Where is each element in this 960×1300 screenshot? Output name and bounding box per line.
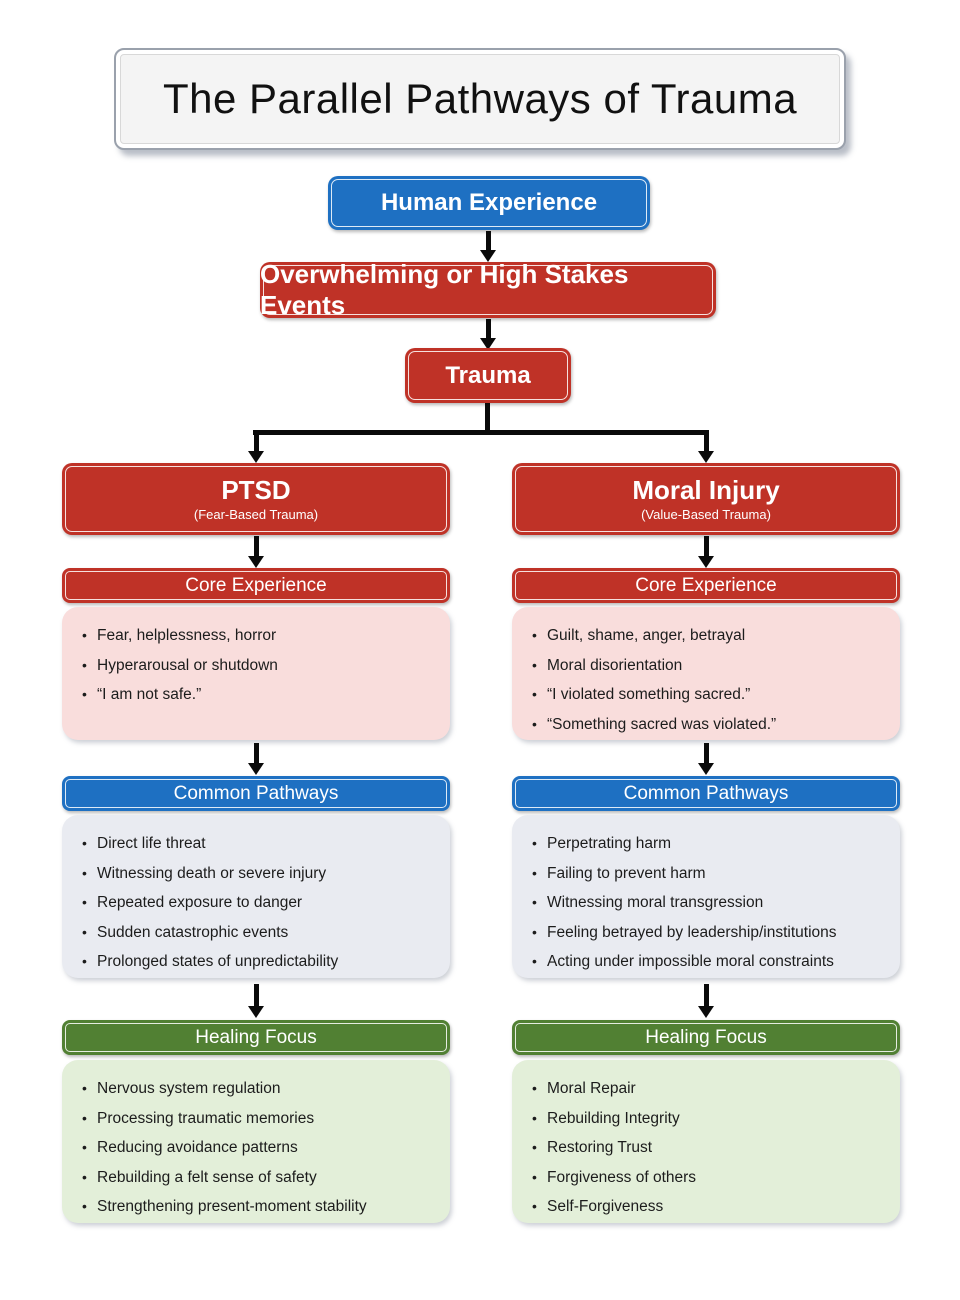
list-item (532, 947, 892, 977)
list-item (532, 1074, 892, 1104)
list-item-text: Self-Forgiveness (547, 1198, 664, 1215)
list-item (532, 1192, 892, 1222)
list-item-text: Direct life threat (97, 835, 206, 852)
arrow-head (698, 763, 714, 775)
section-header-common-pathways (62, 776, 450, 811)
list-item (532, 710, 892, 740)
bullet-icon: • (532, 1080, 537, 1096)
list-item-text: Failing to prevent harm (547, 864, 706, 882)
list-item (532, 651, 892, 681)
list-item (532, 1163, 892, 1193)
arrow-head (248, 451, 264, 463)
bullet-icon: • (532, 715, 537, 732)
list-item-text: Repeated exposure to danger (97, 894, 303, 911)
arrow-head (248, 556, 264, 568)
branch-subtitle: (Value-Based Trauma) (641, 507, 771, 522)
bullet-icon: • (532, 1139, 537, 1155)
list-item-text: Rebuilding a felt sense of safety (97, 1168, 317, 1186)
list-item (532, 829, 892, 859)
bullet-icon: • (532, 686, 537, 702)
flow-box-overwhelming-events (260, 259, 716, 320)
list-item-text: Nervous system regulation (97, 1080, 281, 1097)
connector-line (253, 430, 709, 435)
list-item (82, 829, 442, 859)
arrow-down-icon (698, 984, 714, 1018)
branch-title: PTSD (221, 475, 291, 505)
list-common-pathways-moral-injury (512, 815, 900, 978)
list-item (82, 947, 442, 977)
flow-box-trauma (405, 348, 571, 403)
list-item-text: Sudden catastrophic events (97, 923, 289, 941)
list-item (82, 888, 442, 918)
bullet-icon: • (82, 1139, 87, 1155)
list-item-text: “Something sacred was violated.” (547, 715, 777, 733)
list-item-text: Rebuilding Integrity (547, 1109, 680, 1127)
list-item (82, 621, 442, 651)
arrow-down-icon (248, 536, 264, 568)
section-header-label: Common Pathways (623, 782, 789, 804)
list-item-text: Guilt, shame, anger, betrayal (547, 627, 746, 644)
list-common-pathways-ptsd (62, 815, 450, 978)
bullet-icon: • (82, 656, 87, 673)
connector-line (485, 403, 490, 433)
arrow-stem (704, 433, 709, 451)
arrow-down-icon (698, 433, 714, 463)
list-item (82, 859, 442, 889)
list-item (82, 918, 442, 948)
list-item (532, 1133, 892, 1163)
section-header-label: Core Experience (635, 574, 777, 596)
arrow-down-icon (248, 743, 264, 775)
branch-title: Moral Injury (632, 475, 780, 505)
bullet-icon: • (532, 627, 537, 643)
arrow-stem (254, 433, 259, 451)
arrow-head (698, 1006, 714, 1018)
list-healing-focus-moral-injury (512, 1060, 900, 1223)
bullet-icon: • (82, 835, 87, 851)
branch-box-moral-injury (512, 463, 900, 535)
section-header-core-experience (62, 568, 450, 603)
bullet-icon: • (532, 835, 537, 851)
flow-box-label: Trauma (445, 361, 531, 389)
bullet-icon: • (532, 894, 537, 910)
bullet-icon: • (532, 923, 537, 940)
bullet-icon: • (532, 1168, 537, 1185)
arrow-head (248, 1006, 264, 1018)
arrow-stem (486, 231, 491, 250)
section-header-label: Common Pathways (173, 782, 339, 804)
section-header-healing-focus (62, 1020, 450, 1055)
section-header-healing-focus (512, 1020, 900, 1055)
bullet-icon: • (82, 1109, 87, 1126)
list-item (532, 888, 892, 918)
section-header-label: Healing Focus (195, 1026, 317, 1048)
list-item (532, 1104, 892, 1134)
arrow-down-icon (698, 536, 714, 568)
list-item (532, 680, 892, 710)
bullet-icon: • (82, 894, 87, 910)
list-item-text: Perpetrating harm (547, 835, 672, 852)
list-item-text: “I am not safe.” (97, 686, 202, 703)
list-item (82, 651, 442, 681)
section-header-label: Core Experience (185, 574, 327, 596)
arrow-down-icon (698, 743, 714, 775)
arrow-head (698, 556, 714, 568)
arrow-down-icon (248, 433, 264, 463)
list-item (82, 1163, 442, 1193)
arrow-head (248, 763, 264, 775)
arrow-stem (254, 743, 259, 763)
arrow-stem (704, 743, 709, 763)
bullet-icon: • (82, 627, 87, 643)
list-item-text: Feeling betrayed by leadership/institutions (547, 923, 837, 941)
bullet-icon: • (532, 864, 537, 881)
list-core-experience-ptsd (62, 607, 450, 740)
list-item-text: Forgiveness of others (547, 1168, 697, 1186)
list-item-text: Strengthening present-moment stability (97, 1198, 367, 1215)
list-item (532, 621, 892, 651)
list-item-text: “I violated something sacred.” (547, 686, 751, 703)
flow-box-label: Overwhelming or High Stakes Events (260, 259, 629, 320)
bullet-icon: • (82, 686, 87, 702)
list-item-text: Hyperarousal or shutdown (97, 656, 278, 674)
branch-subtitle: (Fear-Based Trauma) (193, 507, 319, 522)
arrow-stem (254, 984, 259, 1006)
arrow-down-icon (480, 319, 496, 350)
list-item-text: Fear, helplessness, horror (97, 627, 277, 644)
bullet-icon: • (532, 953, 537, 969)
arrow-head (698, 451, 714, 463)
list-item (82, 1104, 442, 1134)
section-header-common-pathways (512, 776, 900, 811)
section-header-core-experience (512, 568, 900, 603)
flow-box-human-experience (328, 176, 650, 230)
flow-box-label: Human Experience (380, 189, 598, 216)
branch-box-ptsd (62, 463, 450, 535)
list-item (82, 1192, 442, 1222)
arrow-stem (254, 536, 259, 556)
list-item-text: Witnessing death or severe injury (97, 864, 327, 882)
list-item-text: Restoring Trust (547, 1139, 653, 1156)
list-item-text: Moral Repair (547, 1080, 636, 1097)
bullet-icon: • (82, 1168, 87, 1185)
arrow-down-icon (248, 984, 264, 1018)
list-healing-focus-ptsd (62, 1060, 450, 1223)
bullet-icon: • (532, 1198, 537, 1214)
arrow-stem (704, 536, 709, 556)
list-item (532, 918, 892, 948)
page-title: The Parallel Pathways of Trauma (114, 48, 846, 150)
list-item-text: Moral disorientation (547, 656, 683, 674)
list-item-text: Prolonged states of unpredictability (97, 953, 339, 970)
bullet-icon: • (82, 1080, 87, 1096)
bullet-icon: • (532, 1109, 537, 1126)
bullet-icon: • (82, 953, 87, 969)
arrow-stem (486, 319, 491, 338)
list-item (82, 1133, 442, 1163)
bullet-icon: • (82, 864, 87, 881)
list-item (82, 1074, 442, 1104)
list-item (82, 680, 442, 710)
list-item-text: Acting under impossible moral constraints (547, 953, 834, 970)
section-header-label: Healing Focus (645, 1026, 767, 1048)
arrow-stem (704, 984, 709, 1006)
list-item (532, 859, 892, 889)
list-item-text: Witnessing moral transgression (547, 894, 764, 911)
bullet-icon: • (532, 656, 537, 673)
list-item-text: Reducing avoidance patterns (97, 1139, 298, 1156)
arrow-down-icon (480, 231, 496, 262)
bullet-icon: • (82, 923, 87, 940)
list-item-text: Processing traumatic memories (97, 1109, 315, 1127)
list-core-experience-moral-injury (512, 607, 900, 740)
bullet-icon: • (82, 1198, 87, 1214)
